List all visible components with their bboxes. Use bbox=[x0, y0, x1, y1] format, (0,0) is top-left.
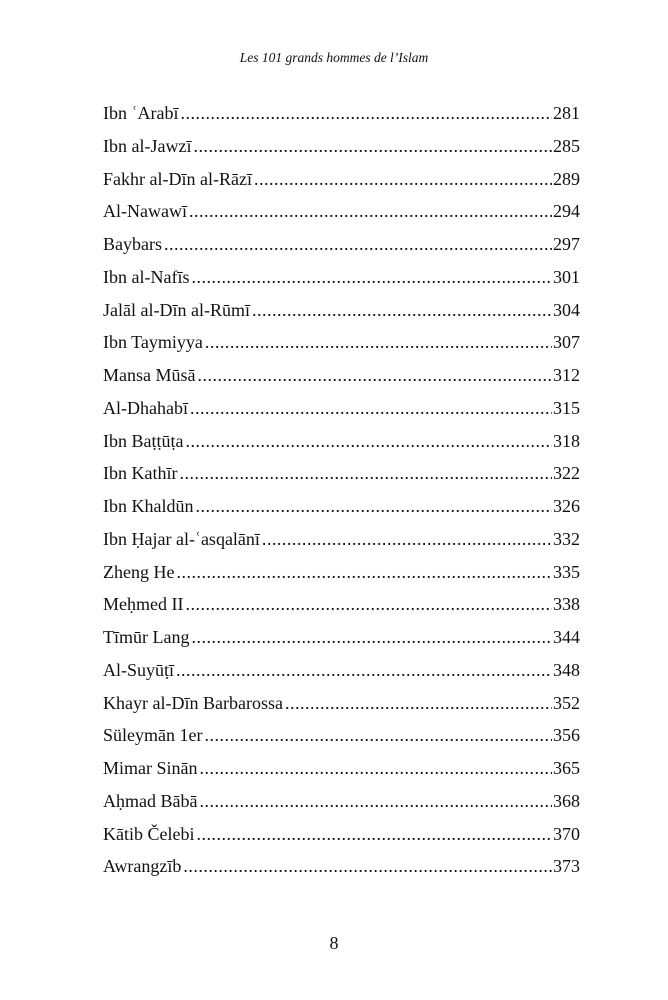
toc-entry-title: Ibn ʿArabī bbox=[103, 103, 179, 123]
toc-entry-page: 281 bbox=[553, 103, 580, 123]
dot-leader bbox=[195, 493, 552, 519]
toc-entry bbox=[103, 198, 580, 231]
toc-entry-page: 338 bbox=[553, 594, 580, 615]
toc-entry bbox=[103, 821, 580, 854]
toc-entry bbox=[103, 231, 580, 264]
toc-entry-title: Aḥmad Bābā bbox=[103, 790, 198, 811]
dot-leader bbox=[176, 559, 552, 585]
toc-entry-page: 348 bbox=[553, 659, 580, 680]
toc-entry bbox=[103, 624, 580, 657]
dot-leader bbox=[191, 624, 552, 650]
toc-entry bbox=[103, 853, 580, 886]
toc-entry-page: 307 bbox=[553, 332, 580, 353]
toc-entry-title: Khayr al-Dīn Barbarossa bbox=[103, 692, 283, 713]
page-number: 8 bbox=[329, 933, 339, 953]
dot-leader bbox=[189, 198, 552, 224]
toc-entry-title: Mimar Sinān bbox=[103, 758, 198, 778]
toc-entry-title: Al-Dhahabī bbox=[103, 397, 188, 418]
toc-entry bbox=[103, 526, 580, 559]
toc-entry bbox=[103, 657, 580, 690]
dot-leader bbox=[196, 821, 552, 847]
dot-leader bbox=[191, 264, 552, 290]
toc-entry-page: 312 bbox=[553, 365, 580, 385]
dot-leader bbox=[204, 722, 552, 748]
toc-entry bbox=[103, 428, 580, 461]
toc-entry-page: 322 bbox=[553, 463, 580, 484]
dot-leader bbox=[199, 788, 552, 814]
toc-entry-page: 344 bbox=[553, 627, 580, 647]
running-header: Les 101 grands hommes de l’Islam bbox=[239, 50, 429, 65]
toc-entry bbox=[103, 166, 580, 199]
toc-entry-page: 304 bbox=[553, 299, 580, 320]
toc-entry-title: Awrangzīb bbox=[103, 856, 182, 877]
toc-entry-title: Al-Suyūṭī bbox=[103, 659, 175, 680]
dot-leader bbox=[285, 690, 552, 716]
toc-entry bbox=[103, 591, 580, 624]
toc-entry-title: Ibn Taymiyya bbox=[103, 332, 203, 353]
toc-entry bbox=[103, 329, 580, 362]
toc-entry-title: Süleymān 1er bbox=[103, 725, 203, 746]
dot-leader bbox=[179, 460, 552, 486]
toc-entry-title: Ibn Khaldūn bbox=[103, 496, 194, 516]
toc-entry bbox=[103, 100, 580, 133]
toc-entry-title: Al-Nawawī bbox=[103, 201, 187, 222]
toc-entry-title: Baybars bbox=[103, 234, 162, 254]
toc-entry-title: Fakhr al-Dīn al-Rāzī bbox=[103, 168, 252, 189]
toc-entry-page: 315 bbox=[553, 397, 580, 418]
dot-leader bbox=[193, 133, 552, 159]
toc-entry-page: 294 bbox=[553, 201, 580, 222]
dot-leader bbox=[164, 231, 552, 257]
toc-entry bbox=[103, 722, 580, 755]
toc-entry bbox=[103, 755, 580, 788]
toc-entry bbox=[103, 395, 580, 428]
table-of-contents bbox=[103, 100, 580, 886]
toc-entry-title: Ibn al-Jawzī bbox=[103, 135, 192, 156]
toc-entry bbox=[103, 297, 580, 330]
toc-entry-page: 297 bbox=[553, 234, 580, 254]
dot-leader bbox=[183, 853, 552, 879]
toc-entry bbox=[103, 788, 580, 821]
toc-entry bbox=[103, 362, 580, 395]
dot-leader bbox=[262, 526, 552, 552]
toc-entry bbox=[103, 559, 580, 592]
toc-entry-page: 285 bbox=[553, 135, 580, 156]
dot-leader bbox=[198, 362, 553, 388]
toc-entry-title: Mansa Mūsā bbox=[103, 365, 196, 385]
dot-leader bbox=[176, 657, 552, 683]
toc-entry-title: Tīmūr Lang bbox=[103, 627, 190, 647]
toc-entry-title: Ibn al-Nafīs bbox=[103, 266, 190, 287]
toc-entry bbox=[103, 493, 580, 526]
toc-entry bbox=[103, 460, 580, 493]
dot-leader bbox=[185, 428, 552, 454]
dot-leader bbox=[254, 166, 552, 192]
toc-entry-page: 318 bbox=[553, 430, 580, 451]
toc-entry-title: Kātib Čelebi bbox=[103, 823, 195, 844]
toc-entry-page: 326 bbox=[553, 496, 580, 516]
dot-leader bbox=[185, 591, 552, 617]
dot-leader bbox=[200, 755, 553, 781]
toc-entry-title: Meḥmed II bbox=[103, 594, 184, 615]
toc-entry-page: 365 bbox=[553, 758, 580, 778]
toc-entry-title: Jalāl al-Dīn al-Rūmī bbox=[103, 299, 250, 320]
dot-leader bbox=[190, 395, 552, 421]
toc-entry-page: 301 bbox=[553, 266, 580, 287]
toc-entry-title: Ibn Baṭṭūṭa bbox=[103, 430, 184, 451]
toc-entry-title: Zheng He bbox=[103, 561, 175, 582]
dot-leader bbox=[205, 329, 552, 355]
toc-entry-title: Ibn Kathīr bbox=[103, 463, 178, 484]
toc-entry-page: 335 bbox=[553, 561, 580, 582]
dot-leader bbox=[252, 297, 552, 323]
dot-leader bbox=[180, 100, 552, 126]
toc-entry-title: Ibn Ḥajar al-ʿasqalānī bbox=[103, 528, 260, 549]
toc-entry-page: 356 bbox=[553, 725, 580, 746]
toc-entry bbox=[103, 690, 580, 723]
toc-entry-page: 289 bbox=[553, 168, 580, 189]
toc-entry-page: 373 bbox=[553, 856, 580, 877]
toc-entry-page: 370 bbox=[553, 823, 580, 844]
toc-entry-page: 368 bbox=[553, 790, 580, 811]
toc-entry bbox=[103, 133, 580, 166]
toc-entry bbox=[103, 264, 580, 297]
toc-entry-page: 352 bbox=[553, 692, 580, 713]
toc-entry-page: 332 bbox=[553, 528, 580, 549]
